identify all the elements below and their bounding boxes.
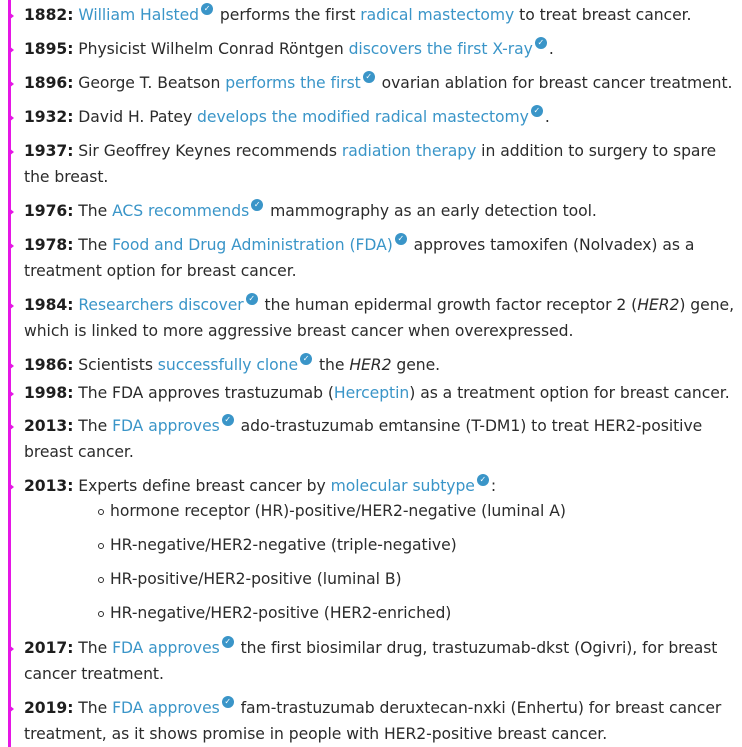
- timeline-entry-1896: [24, 70, 736, 96]
- subtype-item: [110, 600, 451, 626]
- timeline-marker: [9, 705, 14, 713]
- link-researchers-discover[interactable]: Researchers discover: [78, 296, 244, 314]
- timeline-marker: [9, 80, 14, 88]
- entry-text: The: [73, 202, 113, 220]
- entry-text: to treat breast cancer.: [514, 6, 692, 24]
- entry-text: The: [73, 639, 113, 657]
- entry-text: ) as a treatment option for breast cancer.: [409, 384, 730, 402]
- gene-name: HER2: [637, 296, 680, 314]
- year: 1986:: [24, 356, 74, 374]
- year: 1896:: [24, 74, 74, 92]
- verified-check-icon: ✓: [201, 3, 213, 15]
- year: 1998:: [24, 384, 74, 402]
- timeline-entry-1882: [24, 2, 736, 28]
- timeline-entry-1998: [24, 380, 736, 406]
- subtype-text: HR-negative/HER2-negative (triple-negative): [110, 536, 457, 554]
- entry-text: David H. Patey: [73, 108, 198, 126]
- subtype-text: HR-positive/HER2-positive (luminal B): [110, 570, 402, 588]
- link-modified-radical-mastectomy[interactable]: develops the modified radical mastectomy: [197, 108, 529, 126]
- verified-check-icon: ✓: [477, 474, 489, 486]
- entry-text: the first biosimilar drug, trastuzumab-dkst (Ogivri), for breast: [235, 639, 718, 657]
- entry-text: Experts define breast cancer by: [73, 477, 331, 495]
- entry-text: Scientists: [73, 356, 158, 374]
- timeline-marker: [9, 483, 14, 491]
- verified-check-icon: ✓: [246, 293, 258, 305]
- subtype-text: hormone receptor (HR)-positive/HER2-negative (luminal A): [110, 502, 566, 520]
- link-radical-mastectomy[interactable]: radical mastectomy: [360, 6, 515, 24]
- subtype-item: [110, 498, 566, 524]
- timeline-entry-2017: [24, 635, 736, 687]
- timeline-marker: [9, 423, 14, 431]
- link-radiation-therapy[interactable]: radiation therapy: [341, 142, 477, 160]
- bullet-icon: [98, 611, 104, 617]
- entry-text-line-2: treatment option for breast cancer.: [24, 262, 297, 280]
- timeline-entry-2019: [24, 695, 736, 747]
- verified-check-icon: ✓: [251, 199, 263, 211]
- bullet-icon: [98, 509, 104, 515]
- entry-text: in addition to surgery to spare: [476, 142, 717, 160]
- entry-text: The: [73, 236, 113, 254]
- entry-text: ) gene,: [679, 296, 734, 314]
- entry-text: Sir Geoffrey Keynes recommends: [73, 142, 342, 160]
- timeline-marker: [9, 390, 14, 398]
- gene-name: HER2: [349, 356, 392, 374]
- verified-check-icon: ✓: [535, 37, 547, 49]
- timeline-marker: [9, 645, 14, 653]
- bullet-icon: [98, 543, 104, 549]
- timeline-marker: [9, 114, 14, 122]
- entry-text: .: [548, 40, 554, 58]
- verified-check-icon: ✓: [222, 696, 234, 708]
- verified-check-icon: ✓: [222, 636, 234, 648]
- timeline-entry-1984: [24, 292, 736, 344]
- year: 1984:: [24, 296, 74, 314]
- entry-text: mammography as an early detection tool.: [265, 202, 597, 220]
- link-successfully-clone[interactable]: successfully clone: [157, 356, 299, 374]
- link-fda-approves[interactable]: FDA approves: [112, 417, 220, 435]
- timeline-marker: [9, 242, 14, 250]
- entry-text: gene.: [391, 356, 441, 374]
- entry-text: .: [544, 108, 550, 126]
- year: 1882:: [24, 6, 74, 24]
- subtype-item: [110, 566, 402, 592]
- timeline-marker: [9, 46, 14, 54]
- entry-text-line-2: breast cancer.: [24, 443, 134, 461]
- timeline-entry-2013-subtypes: [24, 473, 736, 499]
- timeline-marker: [9, 208, 14, 216]
- link-first-x-ray[interactable]: discovers the first X-ray: [348, 40, 533, 58]
- entry-text-line-2: which is linked to more aggressive breast cancer when overexpressed.: [24, 322, 574, 340]
- entry-text-line-2: cancer treatment.: [24, 665, 164, 683]
- entry-text-line-2: the breast.: [24, 168, 109, 186]
- entry-text: The: [73, 699, 113, 717]
- link-molecular-subtype[interactable]: molecular subtype: [330, 477, 475, 495]
- timeline-line: [8, 0, 11, 747]
- timeline-entry-1895: [24, 36, 736, 62]
- timeline-entry-1976: [24, 198, 736, 224]
- entry-text: the human epidermal growth factor receptor 2 (: [259, 296, 638, 314]
- timeline-entry-2013-t-dm1: [24, 413, 736, 465]
- year: 2017:: [24, 639, 74, 657]
- year: 1932:: [24, 108, 74, 126]
- entry-text: Physicist Wilhelm Conrad Röntgen: [73, 40, 349, 58]
- entry-text: ovarian ablation for breast cancer treatment.: [376, 74, 733, 92]
- entry-text: approves tamoxifen (Nolvadex) as a: [408, 236, 695, 254]
- link-fda-approves[interactable]: FDA approves: [112, 699, 220, 717]
- link-fda-approves[interactable]: FDA approves: [112, 639, 220, 657]
- link-acs-recommends[interactable]: ACS recommends: [112, 202, 250, 220]
- timeline-entry-1932: [24, 104, 736, 130]
- subtype-text: HR-negative/HER2-positive (HER2-enriched): [110, 604, 452, 622]
- timeline-marker: [9, 148, 14, 156]
- entry-text: the: [314, 356, 350, 374]
- link-performs-the-first[interactable]: performs the first: [225, 74, 361, 92]
- year: 1937:: [24, 142, 74, 160]
- year: 2019:: [24, 699, 74, 717]
- year: 2013:: [24, 417, 74, 435]
- year: 1895:: [24, 40, 74, 58]
- verified-check-icon: ✓: [222, 414, 234, 426]
- entry-text: fam-trastuzumab deruxtecan-nxki (Enhertu) for breast cancer: [235, 699, 722, 717]
- verified-check-icon: ✓: [363, 71, 375, 83]
- entry-text: George T. Beatson: [73, 74, 226, 92]
- link-herceptin[interactable]: Herceptin: [333, 384, 410, 402]
- year: 1978:: [24, 236, 74, 254]
- subtype-item: [110, 532, 457, 558]
- link-fda[interactable]: Food and Drug Administration (FDA): [112, 236, 393, 254]
- entry-text: The: [73, 417, 113, 435]
- entry-text: :: [490, 477, 497, 495]
- entry-text: performs the first: [215, 6, 361, 24]
- bullet-icon: [98, 577, 104, 583]
- timeline-marker: [9, 12, 14, 20]
- year: 1976:: [24, 202, 74, 220]
- verified-check-icon: ✓: [531, 105, 543, 117]
- timeline-marker: [9, 362, 14, 370]
- timeline-entry-1937: [24, 138, 736, 190]
- verified-check-icon: ✓: [300, 353, 312, 365]
- timeline-entry-1986: [24, 352, 736, 378]
- timeline-marker: [9, 302, 14, 310]
- year: 2013:: [24, 477, 74, 495]
- verified-check-icon: ✓: [395, 233, 407, 245]
- entry-text: The FDA approves trastuzumab (: [73, 384, 334, 402]
- entry-text-line-2: treatment, as it shows promise in people with HER2-positive breast cancer.: [24, 725, 608, 743]
- link-william-halsted[interactable]: William Halsted: [78, 6, 200, 24]
- timeline-entry-1978: [24, 232, 736, 284]
- entry-text: ado-trastuzumab emtansine (T-DM1) to treat HER2-positive: [235, 417, 703, 435]
